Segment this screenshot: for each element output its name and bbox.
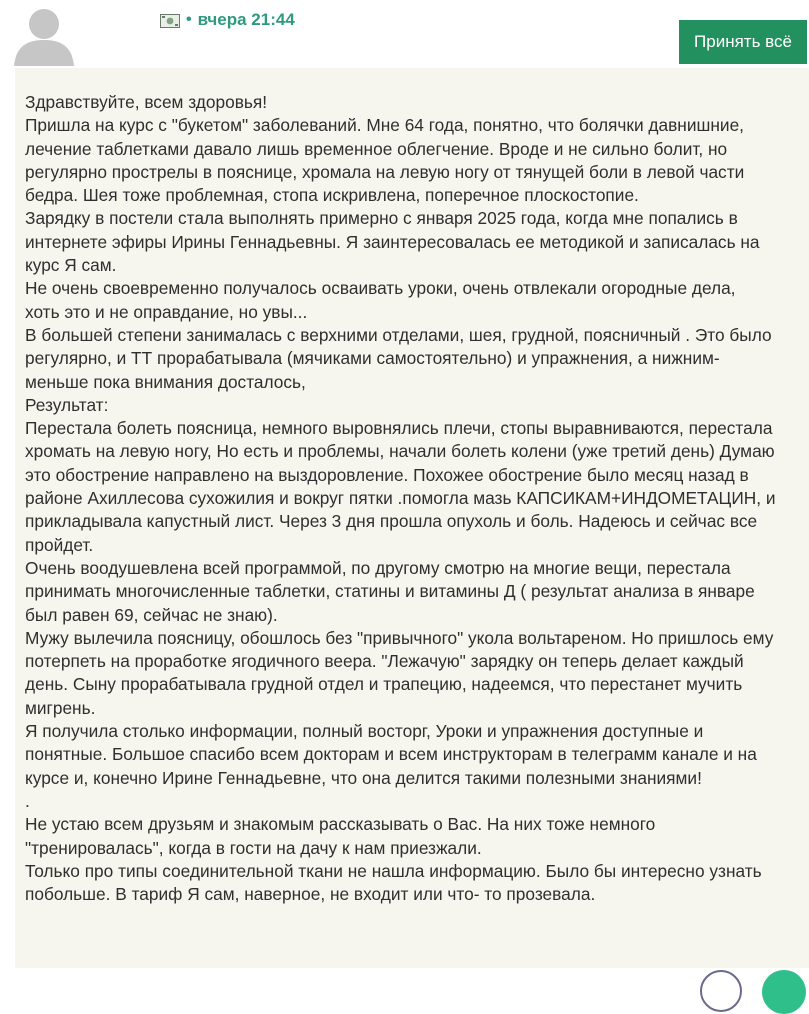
meta-separator: • [186,11,192,28]
review-header [0,0,809,70]
review-line: меньше пока внимания досталось, [25,371,306,392]
review-line: регулярно прострелы в пояснице, хромала на левую ногу от тянущей боли в левой части [25,161,745,182]
review-line: Очень воодушевлена всей программой, по другому смотрю на многие вещи, перестала [25,557,731,578]
action-circle-icon[interactable] [762,970,806,1014]
review-line: Мужу вылечила поясницу, обошлось без "привычного" укола вольтареном. Но пришлось ему [25,627,774,648]
review-line: лечение таблетками давало лишь временное облегчение. Вроде и не сильно болит, но [25,138,728,159]
review-line: Результат: [25,394,109,415]
review-line: районе Ахиллесова сухожилия и вокруг пятки .помогла мазь КАПСИКАМ+ИНДОМЕТАЦИН, и [25,488,776,509]
review-line: пройдет. [25,534,94,555]
review-line: день. Сыну прорабатывала грудной отдел и трапецию, надеемся, что перестанет мучить [25,674,743,695]
review-line: понятные. Большое спасибо всем докторам и всем инструкторам в телеграмм канале и на [25,744,757,765]
review-line: . [25,790,30,811]
review-line: хромать на левую ногу, Но есть и проблемы, начали болеть колени (уже третий день) Думаю [25,441,775,462]
review-timestamp: вчера 21:44 [197,10,295,29]
review-line: Я получила столько информации, полный восторг, Уроки и упражнения доступные и [25,721,704,742]
review-line: побольше. В тариф Я сам, наверное, не входит или что- то прозевала. [25,884,596,905]
review-line: курс Я сам. [25,255,117,276]
review-line: Зарядку в постели стала выполнять примерно с января 2025 года, когда мне попались в [25,208,738,229]
review-line: был равен 69, сейчас не знаю). [25,604,278,625]
review-line: курсе и, конечно Ирине Геннадьевне, что она делится такими полезными знаниями! [25,767,702,788]
review-line: Не очень своевременно получалось осваивать уроки, очень отвлекали огородные дела, [25,278,736,299]
bottom-strip [0,968,809,979]
review-line: потерпеть на проработке ягодичного веера. "Лежачую" зарядку он теперь делает каждый [25,651,744,672]
review-line: интернете эфиры Ирины Геннадьевны. Я заинтересовалась ее методикой и записалась на [25,231,760,252]
review-line: бедра. Шея тоже проблемная, стопа искривлена, поперечное плоскостопие. [25,185,639,206]
reaction-circle-icon[interactable] [700,970,742,1012]
review-meta [160,9,295,31]
review-text [25,91,809,906]
review-line: мигрень. [25,697,96,718]
review-line: регулярно, и ТТ прорабатывала (мячиками самостоятельно) и упражнения, а нижним- [25,348,720,369]
accept-all-button[interactable]: Принять всё [679,20,807,64]
review-line: хоть это и не оправдание, но увы... [25,301,308,322]
review-line: В большей степени занималась с верхними отделами, шея, грудной, поясничный . Это было [25,324,772,345]
review-line: принимать многочисленные таблетки, статины и витамины Д ( результат анализа в январе [25,581,755,602]
review-line: прикладывала капустный лист. Через 3 дня прошла опухоль и боль. Надеюсь и сейчас все [25,511,758,532]
user-avatar-icon[interactable] [12,4,76,66]
review-line: это обострение направлено на выздоровление. Похожее обострение было месяц назад в [25,464,749,485]
review-card [15,68,809,968]
review-line: Не устаю всем друзьям и знакомым рассказывать о Вас. На них тоже немного [25,814,656,835]
review-line: Пришла на курс с "букетом" заболеваний. Мне 64 года, понятно, что болячки давнишние, [25,115,744,136]
banknote-icon [160,13,180,27]
review-line: Перестала болеть поясница, немного выровнялись плечи, стопы выравниваются, перестала [25,418,773,439]
review-line: Только про типы соединительной ткани не нашла информацию. Было бы интересно узнать [25,860,762,881]
review-line: Здравствуйте, всем здоровья! [25,92,268,112]
review-line: "тренировалась", когда в гости на дачу к нам приезжали. [25,837,482,858]
